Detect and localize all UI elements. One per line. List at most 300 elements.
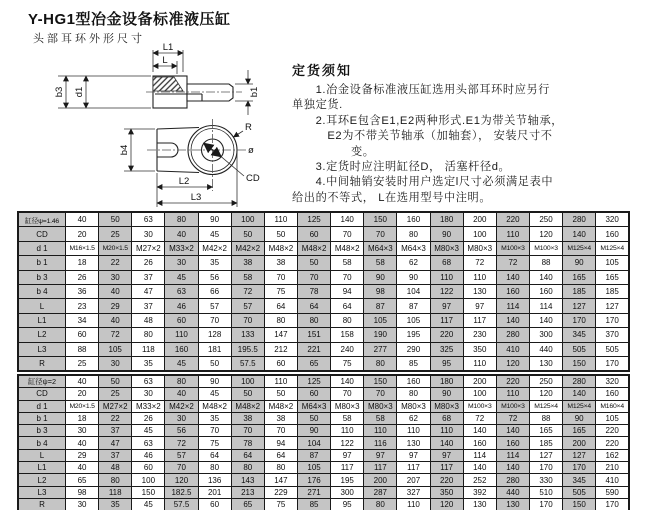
bore-size-cell: 160	[397, 375, 430, 388]
value-cell: 57	[231, 299, 264, 313]
value-cell: 58	[364, 412, 397, 424]
table-row	[18, 328, 629, 342]
row-label-cell: R	[18, 356, 66, 371]
value-cell: 36	[66, 284, 99, 298]
value-cell: 213	[231, 486, 264, 498]
value-cell: M125×4	[529, 400, 562, 412]
row-label-cell: b 4	[18, 437, 66, 449]
value-cell: 57	[198, 299, 231, 313]
table-row	[18, 227, 629, 241]
value-cell: 80	[264, 462, 297, 474]
row-label-cell: L2	[18, 474, 66, 486]
bore-size-cell: 80	[165, 212, 198, 227]
value-cell: 38	[231, 412, 264, 424]
bore-size-cell: 150	[364, 212, 397, 227]
table-row	[18, 313, 629, 327]
value-cell: M27×2	[132, 241, 165, 255]
value-cell: 63	[165, 284, 198, 298]
value-cell: 72	[99, 328, 132, 342]
row-label-cell: CD	[18, 227, 66, 241]
value-cell: 140	[529, 313, 562, 327]
bore-size-cell: 50	[99, 212, 132, 227]
value-cell: M100×3	[529, 241, 562, 255]
value-cell: M20×1.5	[66, 400, 99, 412]
value-cell: 20	[66, 227, 99, 241]
value-cell: 90	[430, 227, 463, 241]
value-cell: 212	[264, 342, 297, 356]
value-cell: 22	[99, 256, 132, 270]
value-cell: 30	[99, 356, 132, 371]
value-cell: 190	[364, 328, 397, 342]
bore-size-cell: 100	[231, 212, 264, 227]
value-cell: 45	[165, 270, 198, 284]
value-cell: 48	[99, 462, 132, 474]
value-cell: 505	[563, 342, 596, 356]
value-cell: 136	[198, 474, 231, 486]
note-line: 单独定货.	[292, 99, 343, 112]
value-cell: 505	[563, 486, 596, 498]
value-cell: 110	[331, 425, 364, 437]
value-cell: 88	[529, 412, 562, 424]
value-cell: 140	[496, 313, 529, 327]
bore-size-cell: 50	[99, 375, 132, 388]
dim-label-b4: b4	[119, 144, 130, 156]
bore-size-cell: 110	[264, 375, 297, 388]
row-label-cell: d 1	[18, 400, 66, 412]
value-cell: 185	[596, 284, 629, 298]
value-cell: 94	[331, 284, 364, 298]
row-label-cell: d 1	[18, 241, 66, 255]
value-cell: M48×2	[264, 400, 297, 412]
value-cell: 95	[331, 498, 364, 510]
dim-label-L3: L3	[190, 192, 202, 203]
value-cell: 110	[430, 270, 463, 284]
value-cell: M80×3	[430, 241, 463, 255]
value-cell: 26	[66, 270, 99, 284]
value-cell: 56	[198, 270, 231, 284]
value-cell: 30	[132, 388, 165, 400]
value-cell: 440	[529, 342, 562, 356]
value-cell: 40	[99, 313, 132, 327]
value-cell: 104	[397, 284, 430, 298]
value-cell: 105	[364, 313, 397, 327]
value-cell: 140	[463, 462, 496, 474]
value-cell: 280	[496, 474, 529, 486]
value-cell: 114	[496, 299, 529, 313]
value-cell: 20	[66, 388, 99, 400]
value-cell: 30	[66, 498, 99, 510]
row-label-cell: L	[18, 449, 66, 461]
value-cell: 70	[331, 388, 364, 400]
value-cell: 160	[596, 388, 629, 400]
dim-label-L1: L1	[162, 42, 174, 53]
value-cell: 280	[496, 328, 529, 342]
value-cell: 195	[397, 328, 430, 342]
value-cell: M33×2	[132, 400, 165, 412]
value-cell: 80	[264, 313, 297, 327]
value-cell: 410	[596, 474, 629, 486]
row-label-cell: L3	[18, 486, 66, 498]
bore-size-cell: 320	[596, 212, 629, 227]
value-cell: 350	[463, 342, 496, 356]
value-cell: 64	[198, 449, 231, 461]
value-cell: 182.5	[165, 486, 198, 498]
bore-size-cell: 125	[297, 212, 330, 227]
value-cell: 97	[397, 449, 430, 461]
value-cell: 160	[496, 437, 529, 449]
value-cell: 23	[66, 299, 99, 313]
value-cell: 98	[66, 486, 99, 498]
value-cell: 300	[331, 486, 364, 498]
value-cell: 80	[198, 462, 231, 474]
bore-size-cell: 280	[563, 375, 596, 388]
value-cell: 63	[132, 437, 165, 449]
value-cell: 117	[397, 462, 430, 474]
bore-size-cell: 200	[463, 375, 496, 388]
table-row	[18, 270, 629, 284]
value-cell: 510	[529, 486, 562, 498]
note-line: 给出的不等式， L在选用型号中注明。	[292, 191, 492, 204]
value-cell: 94	[264, 437, 297, 449]
value-cell: 207	[397, 474, 430, 486]
value-cell: M33×2	[165, 241, 198, 255]
value-cell: 165	[529, 425, 562, 437]
value-cell: 37	[99, 449, 132, 461]
rod-eye-drawing	[40, 40, 300, 210]
value-cell: 201	[198, 486, 231, 498]
value-cell: M80×3	[397, 400, 430, 412]
value-cell: 26	[132, 256, 165, 270]
value-cell: 22	[99, 412, 132, 424]
value-cell: M125×4	[563, 400, 596, 412]
value-cell: 70	[331, 270, 364, 284]
value-cell: 110	[430, 425, 463, 437]
table-row	[18, 412, 629, 424]
bore-size-cell: 180	[430, 212, 463, 227]
value-cell: 160	[463, 437, 496, 449]
value-cell: 70	[231, 425, 264, 437]
bore-size-cell: 250	[529, 212, 562, 227]
value-cell: 80	[364, 356, 397, 371]
size-table-psi-1-46	[17, 211, 630, 372]
value-cell: 140	[496, 462, 529, 474]
row-label-cell: b 3	[18, 425, 66, 437]
value-cell: 70	[331, 227, 364, 241]
value-cell: M16×1.5	[66, 241, 99, 255]
row-label-cell: L3	[18, 342, 66, 356]
value-cell: 57.5	[231, 356, 264, 371]
value-cell: 72	[496, 256, 529, 270]
value-cell: 30	[99, 270, 132, 284]
value-cell: 181	[198, 342, 231, 356]
value-cell: 290	[397, 342, 430, 356]
dim-label-dia: ø	[248, 145, 254, 156]
table-row	[18, 284, 629, 298]
value-cell: 57	[165, 449, 198, 461]
value-cell: 45	[198, 388, 231, 400]
value-cell: 80	[397, 227, 430, 241]
value-cell: 87	[397, 299, 430, 313]
value-cell: 185	[529, 437, 562, 449]
value-cell: 90	[297, 425, 330, 437]
value-cell: 240	[331, 342, 364, 356]
value-cell: 88	[66, 342, 99, 356]
bore-size-cell: 220	[496, 212, 529, 227]
value-cell: 37	[132, 270, 165, 284]
dimension-table	[17, 211, 630, 372]
value-cell: 72	[496, 412, 529, 424]
value-cell: 110	[463, 270, 496, 284]
value-cell: 62	[397, 256, 430, 270]
value-cell: 110	[496, 388, 529, 400]
bore-size-cell: 40	[66, 375, 99, 388]
value-cell: M125×4	[563, 241, 596, 255]
value-cell: 160	[529, 284, 562, 298]
value-cell: M80×3	[364, 400, 397, 412]
note-line: 2.耳环E包含E1,E2两种形式.E1为带关节轴承，	[292, 114, 564, 127]
size-table-psi-2	[17, 374, 630, 510]
row-label-cell: b 1	[18, 412, 66, 424]
value-cell: 110	[463, 356, 496, 371]
row-label-cell: b 3	[18, 270, 66, 284]
value-cell: M27×2	[99, 400, 132, 412]
note-line: 1.冶金设备标准液压缸选用头部耳环时应另行	[292, 84, 551, 96]
value-cell: 104	[297, 437, 330, 449]
value-cell: 440	[496, 486, 529, 498]
value-cell: 140	[430, 437, 463, 449]
value-cell: 170	[596, 313, 629, 327]
value-cell: 75	[264, 498, 297, 510]
row-label-cell: L	[18, 299, 66, 313]
value-cell: 100	[132, 474, 165, 486]
value-cell: 70	[198, 313, 231, 327]
dim-label-CD: CD	[246, 173, 260, 184]
value-cell: 140	[563, 227, 596, 241]
notes-heading: 定货须知	[292, 63, 353, 78]
table-row	[18, 342, 629, 356]
value-cell: 70	[165, 462, 198, 474]
value-cell: 45	[132, 498, 165, 510]
value-cell: 170	[529, 498, 562, 510]
value-cell: M48×2	[331, 241, 364, 255]
value-cell: 158	[331, 328, 364, 342]
dim-label-L2: L2	[178, 176, 190, 187]
value-cell: M64×3	[297, 400, 330, 412]
value-cell: 97	[364, 449, 397, 461]
value-cell: 350	[430, 486, 463, 498]
value-cell: 30	[165, 412, 198, 424]
value-cell: 220	[430, 328, 463, 342]
value-cell: M125×4	[596, 241, 629, 255]
value-cell: 105	[596, 412, 629, 424]
dim-label-L: L	[162, 55, 168, 66]
value-cell: 345	[563, 328, 596, 342]
value-cell: 160	[496, 284, 529, 298]
bore-size-cell: 80	[165, 375, 198, 388]
value-cell: 64	[297, 299, 330, 313]
table-row	[18, 388, 629, 400]
table-row	[18, 356, 629, 371]
table-row	[18, 425, 629, 437]
value-cell: 120	[165, 474, 198, 486]
value-cell: 40	[66, 462, 99, 474]
value-cell: 50	[231, 227, 264, 241]
value-cell: 122	[331, 437, 364, 449]
value-cell: 110	[397, 425, 430, 437]
dim-label-b1: b1	[249, 86, 260, 98]
value-cell: 170	[596, 498, 629, 510]
value-cell: 50	[297, 256, 330, 270]
value-cell: 80	[331, 313, 364, 327]
bore-size-cell: 100	[231, 375, 264, 388]
value-cell: 127	[529, 449, 562, 461]
bore-size-cell: 320	[596, 375, 629, 388]
note-line: 4.中间轴销安装时用户选定l尺寸必须满足表中	[292, 176, 554, 189]
value-cell: 80	[297, 313, 330, 327]
value-cell: 147	[264, 474, 297, 486]
value-cell: 80	[364, 498, 397, 510]
row-label-cell: R	[18, 498, 66, 510]
value-cell: 140	[529, 270, 562, 284]
value-cell: 185	[563, 284, 596, 298]
bore-size-cell: 180	[430, 375, 463, 388]
value-cell: 122	[430, 284, 463, 298]
value-cell: 72	[231, 284, 264, 298]
value-cell: 140	[463, 425, 496, 437]
value-cell: 25	[99, 388, 132, 400]
table-row	[18, 256, 629, 270]
value-cell: 120	[430, 498, 463, 510]
value-cell: M20×1.5	[99, 241, 132, 255]
bore-size-cell: 63	[132, 375, 165, 388]
bore-size-cell: 220	[496, 375, 529, 388]
value-cell: 60	[297, 227, 330, 241]
table-row	[18, 498, 629, 510]
value-cell: 210	[596, 462, 629, 474]
value-cell: 130	[463, 284, 496, 298]
value-cell: 140	[496, 425, 529, 437]
bore-size-cell: 200	[463, 212, 496, 227]
value-cell: 70	[198, 425, 231, 437]
value-cell: 127	[563, 299, 596, 313]
value-cell: 64	[331, 299, 364, 313]
value-cell: 97	[331, 449, 364, 461]
value-cell: 120	[496, 356, 529, 371]
value-cell: 110	[496, 227, 529, 241]
value-cell: 40	[66, 437, 99, 449]
value-cell: 252	[463, 474, 496, 486]
value-cell: 88	[529, 256, 562, 270]
bore-size-cell: 110	[264, 212, 297, 227]
value-cell: 56	[165, 425, 198, 437]
value-cell: 195.5	[231, 342, 264, 356]
value-cell: M160×4	[596, 400, 629, 412]
value-cell: M80×3	[331, 400, 364, 412]
value-cell: 130	[529, 356, 562, 371]
value-cell: 70	[364, 388, 397, 400]
value-cell: 110	[165, 328, 198, 342]
value-cell: 120	[529, 227, 562, 241]
value-cell: 117	[430, 462, 463, 474]
ordering-notes	[292, 60, 644, 206]
value-cell: 87	[297, 449, 330, 461]
value-cell: M48×2	[231, 400, 264, 412]
value-cell: 97	[430, 449, 463, 461]
value-cell: 127	[596, 299, 629, 313]
value-cell: 29	[66, 449, 99, 461]
value-cell: 98	[364, 284, 397, 298]
value-cell: M48×2	[264, 241, 297, 255]
value-cell: 35	[99, 498, 132, 510]
value-cell: 117	[364, 462, 397, 474]
value-cell: 117	[463, 313, 496, 327]
bore-size-cell: 125	[297, 375, 330, 388]
value-cell: 160	[165, 342, 198, 356]
bore-size-cell: 160	[397, 212, 430, 227]
value-cell: M80×3	[463, 241, 496, 255]
value-cell: 117	[430, 313, 463, 327]
value-cell: 133	[231, 328, 264, 342]
value-cell: 60	[66, 328, 99, 342]
table-row	[18, 486, 629, 498]
value-cell: 38	[231, 256, 264, 270]
value-cell: 18	[66, 256, 99, 270]
value-cell: 105	[596, 256, 629, 270]
value-cell: 128	[198, 328, 231, 342]
value-cell: 90	[364, 270, 397, 284]
value-cell: 100	[463, 227, 496, 241]
value-cell: 72	[165, 437, 198, 449]
value-cell: 35	[198, 256, 231, 270]
value-cell: M80×3	[430, 400, 463, 412]
value-cell: 151	[297, 328, 330, 342]
value-cell: 90	[397, 270, 430, 284]
value-cell: 70	[297, 270, 330, 284]
value-cell: 300	[529, 328, 562, 342]
value-cell: 200	[364, 474, 397, 486]
value-cell: 50	[264, 227, 297, 241]
value-cell: 18	[66, 412, 99, 424]
table-row	[18, 400, 629, 412]
value-cell: 25	[66, 356, 99, 371]
value-cell: 38	[264, 256, 297, 270]
value-cell: 60	[132, 462, 165, 474]
value-cell: 50	[297, 412, 330, 424]
drawing-caption: 头部耳环外形尺寸	[33, 33, 145, 45]
bore-size-cell: 140	[331, 212, 364, 227]
row-label-cell: L1	[18, 313, 66, 327]
table-row	[18, 241, 629, 255]
value-cell: 330	[529, 474, 562, 486]
value-cell: 46	[165, 299, 198, 313]
bore-label-cell: 缸径ψ=2	[18, 375, 66, 388]
value-cell: 50	[198, 356, 231, 371]
value-cell: 35	[132, 356, 165, 371]
value-cell: 143	[231, 474, 264, 486]
value-cell: 140	[563, 388, 596, 400]
value-cell: 58	[364, 256, 397, 270]
bore-size-cell: 40	[66, 212, 99, 227]
value-cell: 60	[264, 356, 297, 371]
value-cell: 165	[563, 270, 596, 284]
value-cell: 229	[264, 486, 297, 498]
value-cell: 277	[364, 342, 397, 356]
value-cell: 37	[99, 425, 132, 437]
value-cell: 45	[198, 227, 231, 241]
dimension-table	[17, 374, 630, 510]
value-cell: 165	[596, 270, 629, 284]
value-cell: 70	[364, 227, 397, 241]
